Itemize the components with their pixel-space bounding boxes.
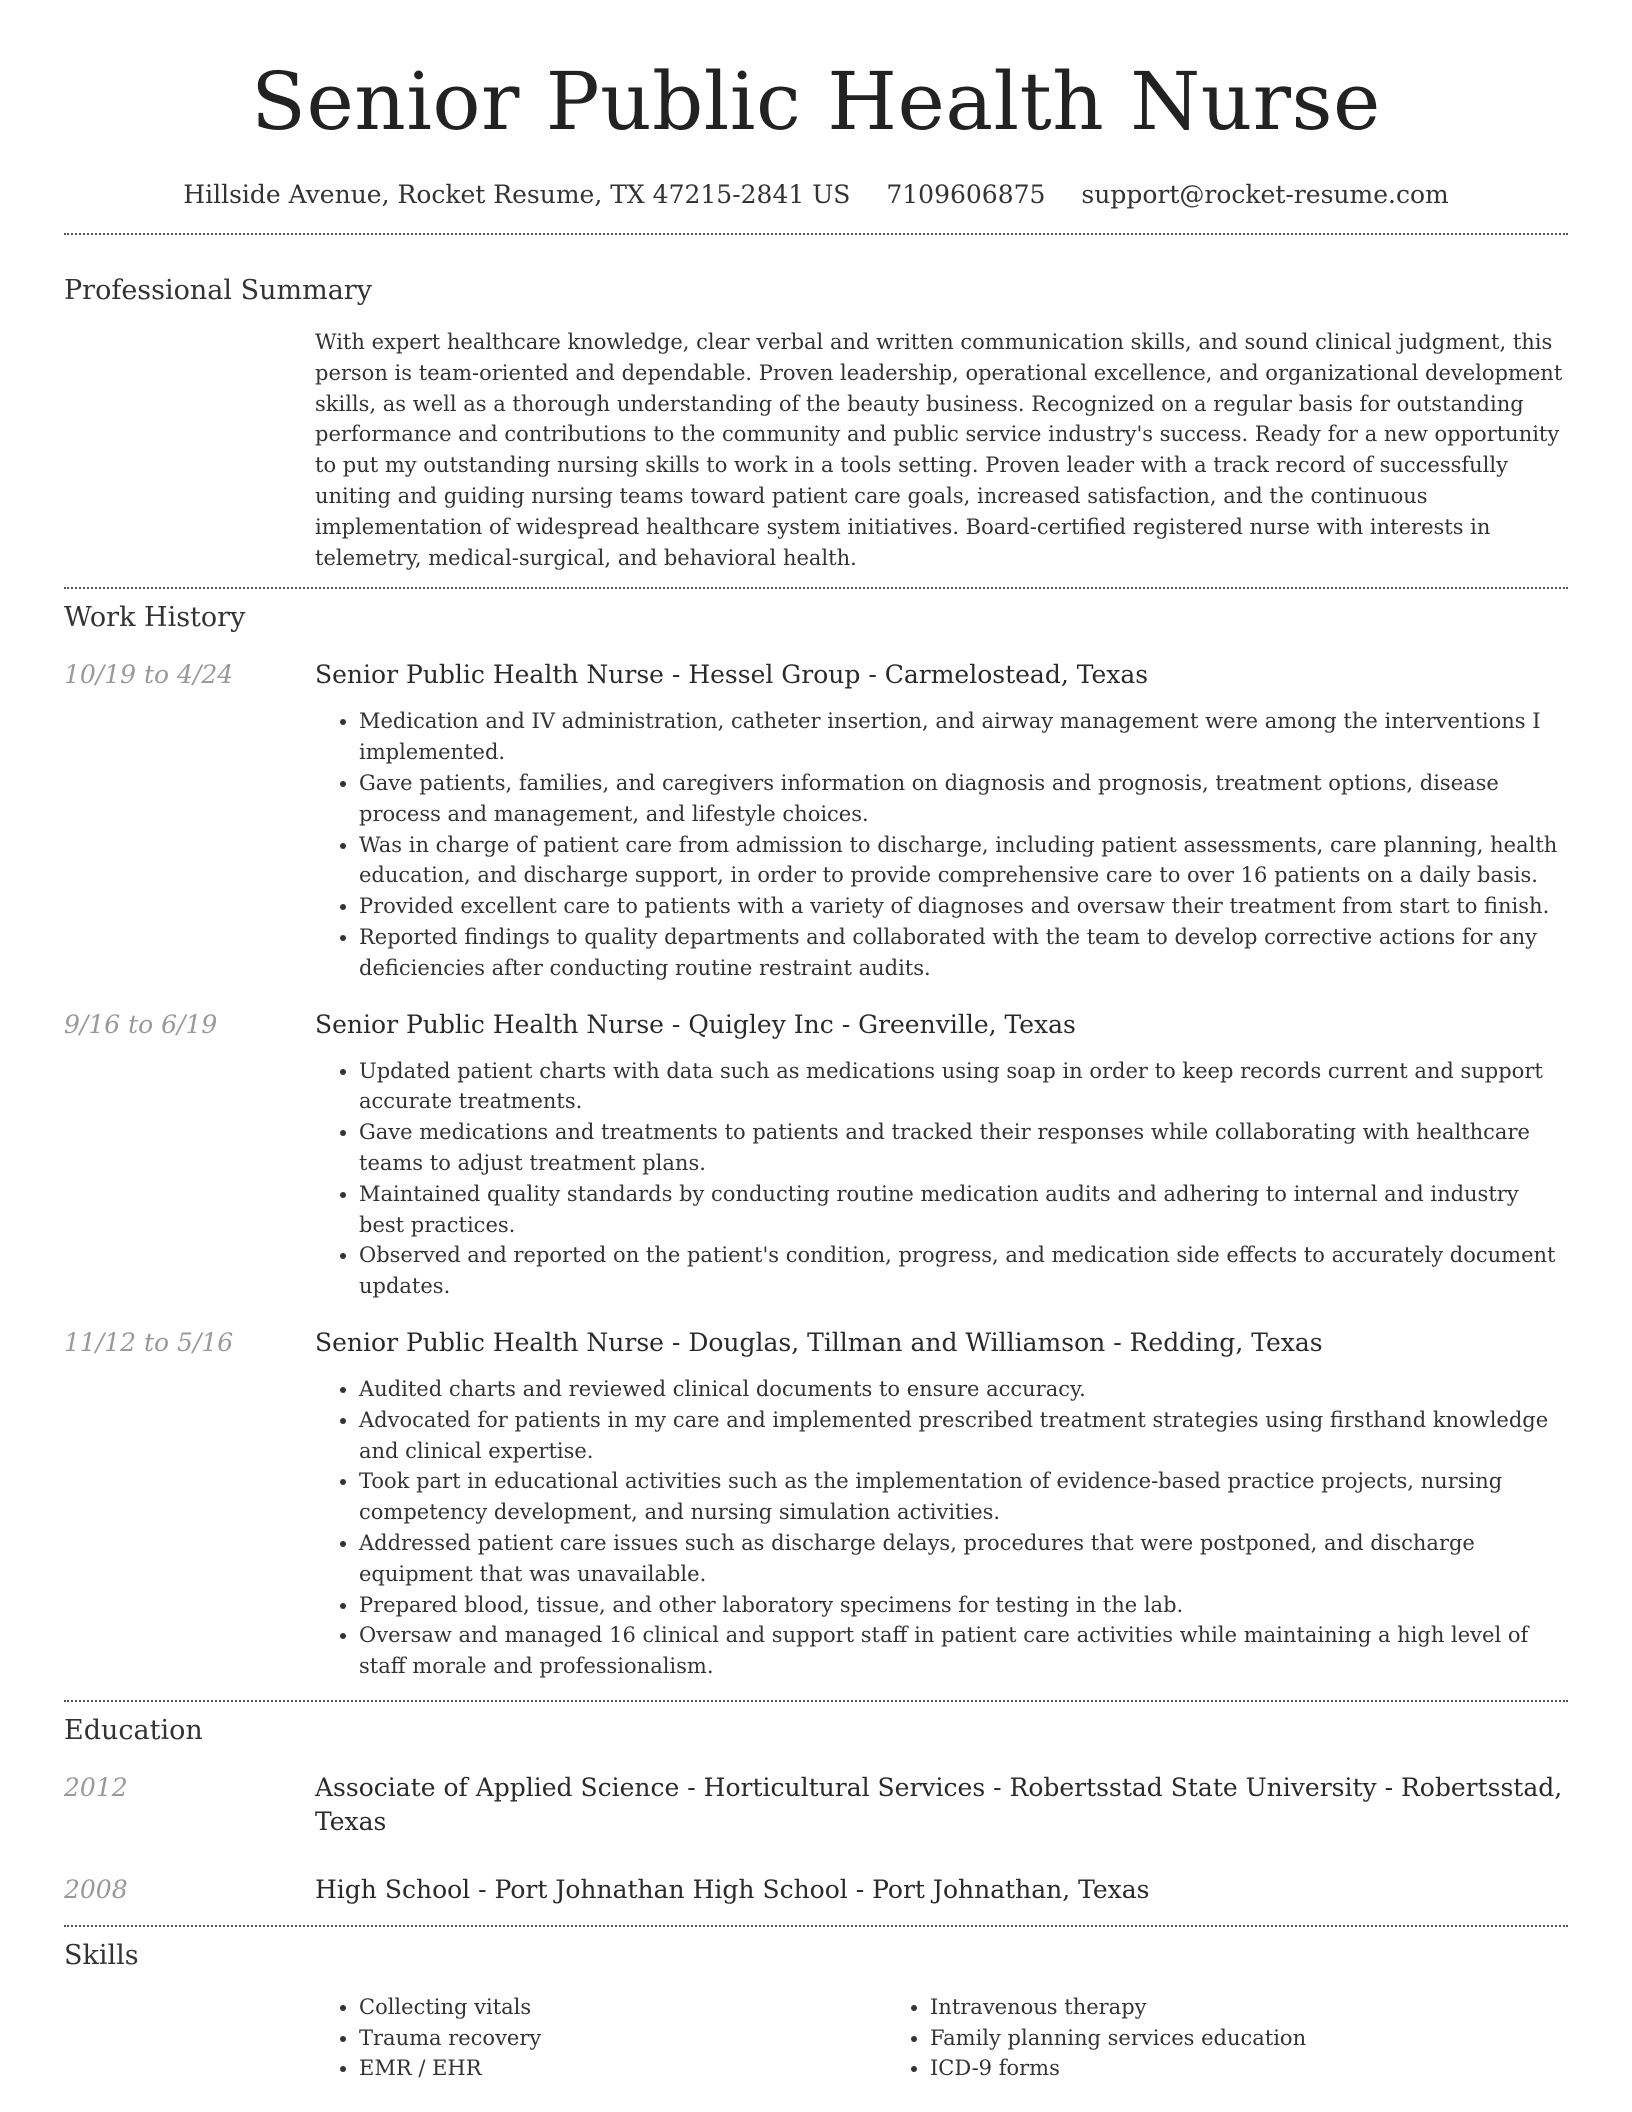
job-bullet: • Provided excellent care to patients with a variety of diagnoses and oversaw their treatment from start to finish. [359, 891, 1568, 922]
job-bullets [315, 1374, 1568, 1682]
education-degree: High School - Port Johnathan High School - Port Johnathan, Texas [315, 1874, 1150, 1904]
skills-list [315, 1992, 1568, 2084]
job-bullet: • Observed and reported on the patient's condition, progress, and medication side effects to accurately document updates. [359, 1240, 1568, 1302]
resume-title: Senior Public Health Nurse [251, 55, 1381, 148]
divider [64, 1700, 1568, 1702]
contact-email: support@rocket-resume.com [1081, 180, 1449, 209]
section-heading-skills: Skills [64, 1939, 139, 1971]
section-heading-work-history: Work History [64, 602, 246, 634]
job-bullet: • Reported findings to quality departments and collaborated with the team to develop corrective actions for any deficiencies after conducting routine restraint audits. [359, 922, 1568, 984]
divider [64, 587, 1568, 589]
divider [64, 1925, 1568, 1927]
section-heading-education: Education [64, 1714, 203, 1746]
summary-text: With expert healthcare knowledge, clear verbal and written communication skills, and sound clinical judgment, this person is team-oriented and dependable. Proven leadership, operational excellence, and organizational development skills, as well as a thorough understanding of the beauty business. Recognized on a regular basis for outstanding performance and contributions to the community and public service industry's success. Ready for a new opportunity to put my outstanding nursing skills to work in a tools setting. Proven leader with a track record of successfully uniting and guiding nursing teams toward patient care goals, increased satisfaction, and the continuous implementation of widespread healthcare system initiatives. Board-certified registered nurse with interests in telemetry, medical-surgical, and behavioral health. [315, 330, 1563, 570]
skill-item: • Trauma recovery [359, 2023, 886, 2054]
job-entry [64, 1326, 1568, 1682]
contact-line [64, 178, 1568, 212]
education-entry [64, 1873, 1568, 1907]
job-bullets [315, 1056, 1568, 1302]
job-dates: 11/12 to 5/16 [64, 1327, 234, 1357]
job-bullet: • Prepared blood, tissue, and other laboratory specimens for testing in the lab. [359, 1590, 1568, 1621]
contact-address: Hillside Avenue, Rocket Resume, TX 47215-2841 US [183, 180, 851, 209]
skill-item: • EMR / EHR [359, 2053, 886, 2084]
job-bullet: • Maintained quality standards by conducting routine medication audits and adhering to internal and industry best practices. [359, 1179, 1568, 1241]
job-bullet: • Took part in educational activities such as the implementation of evidence-based practice projects, nursing competency development, and nursing simulation activities. [359, 1466, 1568, 1528]
job-dates: 9/16 to 6/19 [64, 1009, 218, 1039]
contact-phone: 7109606875 [886, 180, 1046, 209]
job-title: Senior Public Health Nurse - Douglas, Tillman and Williamson - Redding, Texas [315, 1327, 1323, 1357]
job-dates: 10/19 to 4/24 [64, 660, 234, 690]
job-bullet: • Medication and IV administration, catheter insertion, and airway management were among the interventions I implemented. [359, 706, 1568, 768]
job-bullet: • Oversaw and managed 16 clinical and support staff in patient care activities while maintaining a high level of staff morale and professionalism. [359, 1620, 1568, 1682]
job-title: Senior Public Health Nurse - Hessel Group - Carmelostead, Texas [315, 660, 1149, 690]
job-title: Senior Public Health Nurse - Quigley Inc - Greenville, Texas [315, 1009, 1076, 1039]
job-bullet: • Gave patients, families, and caregivers information on diagnosis and prognosis, treatment options, disease process and management, and lifestyle choices. [359, 768, 1568, 830]
job-bullets [315, 706, 1568, 983]
job-bullet: • Gave medications and treatments to patients and tracked their responses while collaborating with healthcare teams to adjust treatment plans. [359, 1117, 1568, 1179]
education-entry [64, 1771, 1568, 1839]
skill-item: • Intravenous therapy [930, 1992, 1457, 2023]
job-body [315, 1326, 1568, 1682]
education-year: 2012 [64, 1772, 128, 1802]
skill-item: • Collecting vitals [359, 1992, 886, 2023]
job-body [315, 658, 1568, 983]
skill-item: • ICD-9 forms [930, 2053, 1457, 2084]
job-body [315, 1008, 1568, 1302]
job-bullet: • Addressed patient care issues such as discharge delays, procedures that were postponed, and discharge equipment that was unavailable. [359, 1528, 1568, 1590]
section-heading-summary: Professional Summary [64, 275, 372, 306]
skills-column-left [315, 1992, 886, 2084]
job-bullet: • Advocated for patients in my care and implemented prescribed treatment strategies using firsthand knowledge and clinical expertise. [359, 1405, 1568, 1467]
divider [64, 233, 1568, 235]
skills-column-right [886, 1992, 1457, 2084]
education-degree: Associate of Applied Science - Horticultural Services - Robertsstad State University - Robertsstad, Texas [315, 1772, 1563, 1836]
job-bullet: • Was in charge of patient care from admission to discharge, including patient assessments, care planning, health education, and discharge support, in order to provide comprehensive care to over 16 patients on a daily basis. [359, 830, 1568, 892]
job-bullet: • Audited charts and reviewed clinical documents to ensure accuracy. [359, 1374, 1568, 1405]
job-bullet: • Updated patient charts with data such as medications using soap in order to keep records current and support accurate treatments. [359, 1056, 1568, 1118]
skill-item: • Family planning services education [930, 2023, 1457, 2054]
job-entry [64, 658, 1568, 983]
education-year: 2008 [64, 1874, 128, 1904]
job-entry [64, 1008, 1568, 1302]
